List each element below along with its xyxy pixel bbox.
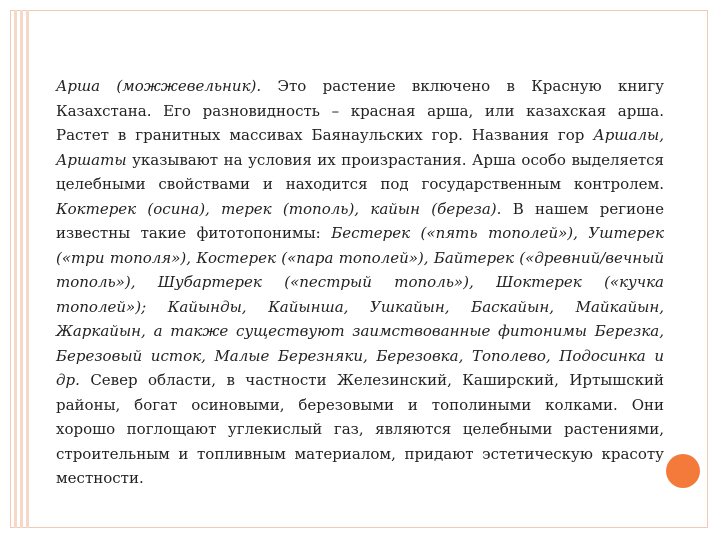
text-segment: Аршалы, Аршаты — [56, 126, 664, 169]
text-segment: Это растение включено в Красную книгу Казахстана. Его разновидность – красная арша, или казахская арша. Растет в гранитных массивах Баянаульских гор. Названия гор — [56, 77, 665, 144]
text-segment: В нашем регионе известны такие фитотопонимы: — [56, 199, 664, 242]
left-decor-stripe-3 — [26, 10, 29, 528]
accent-circle — [666, 454, 700, 488]
text-segment: Коктерек (осина), терек (тополь), кайын (береза). — [56, 199, 502, 218]
left-decor-stripe — [14, 10, 17, 528]
text-segment: Бестерек («пять тополей»), Уштерек («три тополя»), Костерек («пара тополей»), Байтерек («древний/вечный тополь»), Шубартерек («пестрый тополь»), Шоктерек («кучка тополей»); Кайынды, Кайынша, Ушкайын, Баскайын, Майкайын, Жаркайын, а также существуют заимствованные фитонимы Березка, Березовый исток, Малые Березняки, Березовка, Тополево, Подосинка и др. — [56, 224, 664, 389]
text-segment: указывают на условия их произрастания. Арша особо выделяется целебными свойствами и находится под государственным контролем. — [56, 150, 664, 193]
text-segment: Север области, в частности Железинский, Каширский, Иртышский районы, богат осиновыми, березовыми и тополиными колками. Они хорошо поглощают углекислый газ, являются целебными растениями, строительным и топливным материалом, придают эстетическую красоту местности. — [56, 371, 664, 487]
text-segment: Арша (можжевельник). — [56, 77, 262, 95]
left-decor-stripe-2 — [20, 10, 23, 528]
body-paragraph — [56, 74, 664, 491]
